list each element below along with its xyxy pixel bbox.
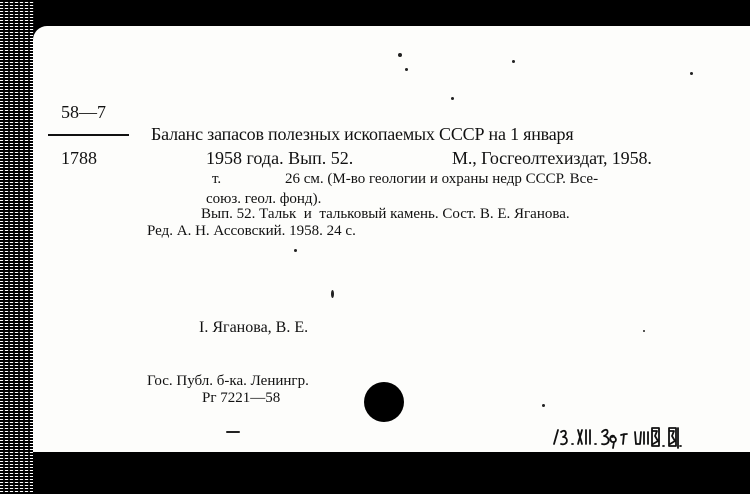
scan-speck [294,249,297,252]
title-line-1: Баланс запасов полезных ископаемых СССР на 1 января [151,124,574,144]
handwritten-date [552,422,742,450]
class-number: 58—7 [61,102,106,122]
scan-speck [451,97,454,100]
scan-speck [226,431,240,433]
library-line-2: Рг 7221—58 [202,390,281,406]
collation-size: 26 см. (М-во геологии и охраны недр СССР. Все- [285,171,599,187]
library-line-1: Гос. Публ. б-ка. Ленингр. [147,373,309,389]
call-number: 1788 [61,148,97,168]
scan-bottom-border [33,452,750,494]
class-rule [48,134,129,136]
tracing: I. Яганова, В. Е. [199,319,309,336]
scan-speck [542,404,545,407]
imprint: М., Госгеолтехиздат, 1958. [452,148,652,168]
scan-speck [331,290,334,298]
scan-speck [405,68,408,71]
title-line-2: 1958 года. Вып. 52. [206,148,354,168]
scan-speck [512,60,515,63]
scan-speck [398,53,402,57]
collation-line-2: союз. геол. фонд). [206,191,322,207]
scan-speck [643,330,645,332]
contents-line-2: Ред. А. Н. Ассовский. 1958. 24 с. [147,223,356,239]
punch-hole [364,382,404,422]
collation-t: т. [212,171,222,187]
scanner-edge-strip [0,0,34,494]
contents-line-1: Вып. 52. Тальк и тальковый камень. Сост. В. Е. Яганова. [201,206,570,222]
scan-speck [690,72,693,75]
